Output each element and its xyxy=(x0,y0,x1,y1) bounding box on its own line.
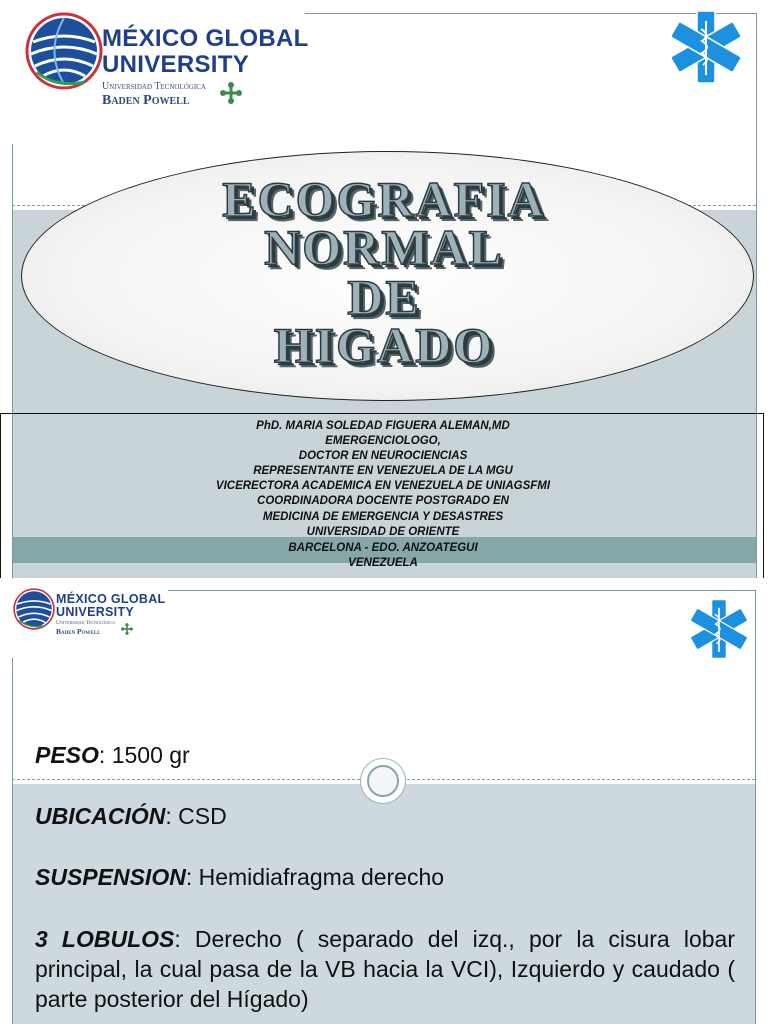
suspension-label: SUSPENSION xyxy=(35,864,186,890)
credit-line: EMERGENCIOLOGO, xyxy=(325,435,441,447)
credit-line: PhD. MARIA SOLEDAD FIGUERA ALEMAN,MD xyxy=(256,420,510,432)
title-line-4: HIGADO xyxy=(273,317,495,373)
credit-line: UNIVERSIDAD DE ORIENTE xyxy=(306,526,460,538)
content-slide xyxy=(0,588,768,1024)
logo-title-line1: MÉXICO GLOBAL xyxy=(56,592,166,606)
frame-line-top xyxy=(168,590,755,591)
ubicacion-value: : CSD xyxy=(165,803,227,829)
logo-subtitle-2: Baden Powell xyxy=(56,627,101,636)
star-of-life-icon xyxy=(688,598,750,660)
fleur-de-lis-icon xyxy=(218,80,244,106)
lobulos-value: : Derecho ( separado del izq., por la cisura lobar principal, la cual pasa de la VB hacia la VCI), Izquierdo y caudado ( parte posterior del Hígado) xyxy=(35,926,736,1012)
university-logo xyxy=(10,588,170,648)
peso-item xyxy=(35,740,735,770)
credit-line: DOCTOR EN NEUROCIENCIAS xyxy=(298,450,468,462)
logo-title-line1: MÉXICO GLOBAL xyxy=(102,25,309,52)
frame-line-left xyxy=(12,658,13,1024)
suspension-value: : Hemidiafragma derecho xyxy=(185,864,445,890)
lobulos-label: 3 LOBULOS xyxy=(35,926,175,952)
globe-logo-icon xyxy=(13,588,55,630)
logo-subtitle: Universidad Tecnológica xyxy=(102,81,206,92)
credits-box xyxy=(0,413,764,578)
credit-line: MEDICINA DE EMERGENCIA Y DESASTRES xyxy=(262,511,504,523)
title-line-1: ECOGRAFIA xyxy=(222,171,546,227)
university-logo xyxy=(20,10,309,110)
credit-line: REPRESENTANTE EN VENEZUELA DE LA MGU xyxy=(253,465,513,477)
globe-logo-icon xyxy=(25,12,103,90)
title-line-3: DE xyxy=(347,269,421,325)
credit-line: VICERECTORA ACADEMICA EN VENEZUELA DE UNIAGSFMI xyxy=(215,480,551,492)
logo-subtitle-2: Baden Powell xyxy=(102,93,190,108)
credit-line: VENEZUELA xyxy=(348,557,418,569)
ubicacion-label: UBICACIÓN xyxy=(35,803,166,829)
ubicacion-item xyxy=(35,801,735,831)
star-of-life-icon xyxy=(668,9,744,85)
lobulos-item xyxy=(35,924,735,1014)
peso-label: PESO xyxy=(35,742,99,768)
logo-title-line2: UNIVERSITY xyxy=(102,51,250,78)
logo-subtitle: Universidad Tecnológica xyxy=(56,620,116,626)
logo-title-line2: UNIVERSITY xyxy=(56,605,135,619)
credit-line: COORDINADORA DOCENTE POSTGRADO EN xyxy=(257,495,509,507)
suspension-item xyxy=(35,862,735,892)
title-line-2: NORMAL xyxy=(264,219,504,275)
fleur-de-lis-icon xyxy=(120,622,134,636)
frame-line-right xyxy=(755,590,756,1024)
credit-line: BARCELONA - EDO. ANZOATEGUI xyxy=(288,542,478,554)
peso-value: : 1500 gr xyxy=(98,742,190,768)
